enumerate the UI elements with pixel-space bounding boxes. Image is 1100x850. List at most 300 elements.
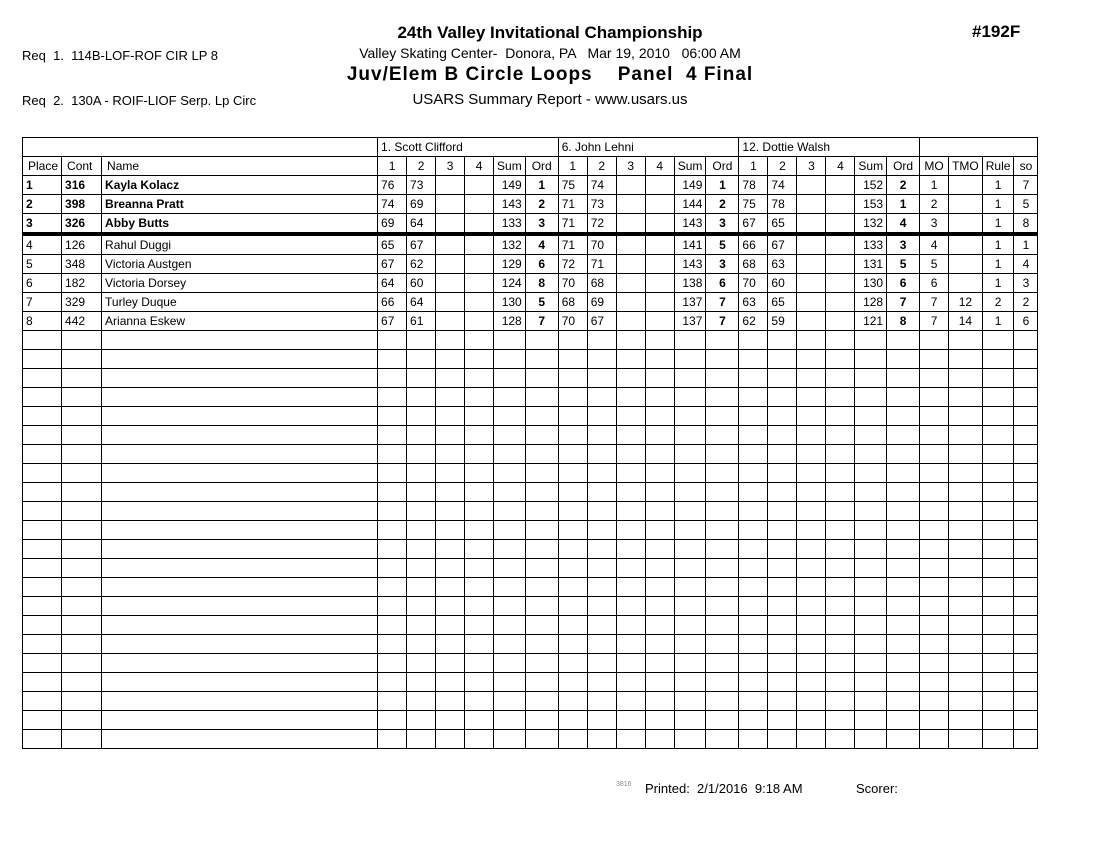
req-line-1: Req 1. 114B-LOF-ROF CIR LP 8 — [22, 48, 219, 63]
cell-score — [826, 350, 855, 369]
result-row — [23, 312, 1038, 331]
cell-score — [436, 274, 465, 293]
cell-ord: 1 — [706, 176, 739, 195]
cell-rule — [982, 426, 1014, 445]
cell-ord — [887, 445, 920, 464]
cell-so — [1014, 616, 1038, 635]
cell-ord — [706, 673, 739, 692]
cell-score — [797, 445, 826, 464]
cell-score: 78 — [739, 176, 768, 195]
cell-score — [378, 426, 407, 445]
cell-score — [739, 540, 768, 559]
cell-cont: 329 — [62, 293, 102, 312]
cell-score — [465, 407, 494, 426]
cell-score — [558, 350, 587, 369]
empty-row — [23, 502, 1038, 521]
cell-sum — [674, 711, 706, 730]
cell-score — [436, 350, 465, 369]
cell-score — [436, 214, 465, 235]
cell-score — [436, 445, 465, 464]
cell-score — [407, 635, 436, 654]
cell-score — [768, 673, 797, 692]
cell-ord — [706, 407, 739, 426]
cell-score — [587, 673, 616, 692]
cell-cont: 326 — [62, 214, 102, 235]
column-header: 4 — [826, 157, 855, 176]
cell-score — [436, 234, 465, 255]
cell-sum: 143 — [674, 214, 706, 235]
cell-sum: 128 — [855, 293, 887, 312]
cell-cont — [62, 521, 102, 540]
cell-ord — [706, 654, 739, 673]
cell-score — [378, 540, 407, 559]
cell-score: 67 — [739, 214, 768, 235]
cell-score — [587, 654, 616, 673]
cell-name — [102, 616, 378, 635]
cell-score — [378, 711, 407, 730]
cell-sum: 138 — [674, 274, 706, 293]
cell-cont — [62, 502, 102, 521]
cell-score — [826, 445, 855, 464]
cell-ord — [887, 635, 920, 654]
cell-rule — [982, 483, 1014, 502]
cell-score — [436, 407, 465, 426]
cell-sum — [855, 578, 887, 597]
cell-so: 1 — [1014, 234, 1038, 255]
cell-tmo: 14 — [949, 312, 983, 331]
cell-score — [797, 407, 826, 426]
cell-mo — [920, 635, 949, 654]
cell-score: 64 — [378, 274, 407, 293]
cell-score — [407, 407, 436, 426]
cell-cont — [62, 730, 102, 749]
empty-row — [23, 616, 1038, 635]
cell-score — [378, 388, 407, 407]
cell-rule — [982, 369, 1014, 388]
column-header: Ord — [525, 157, 558, 176]
cell-score — [616, 176, 645, 195]
cell-place — [23, 483, 62, 502]
cell-sum: 132 — [855, 214, 887, 235]
cell-score — [436, 426, 465, 445]
cell-sum — [494, 578, 526, 597]
empty-row — [23, 369, 1038, 388]
cell-score — [407, 673, 436, 692]
cell-score: 63 — [739, 293, 768, 312]
cell-cont — [62, 616, 102, 635]
cell-ord — [887, 654, 920, 673]
cell-cont — [62, 407, 102, 426]
cell-score — [768, 521, 797, 540]
cell-place — [23, 502, 62, 521]
cell-score — [616, 483, 645, 502]
cell-sum — [494, 654, 526, 673]
cell-mo: 1 — [920, 176, 949, 195]
cell-sum: 121 — [855, 312, 887, 331]
cell-name — [102, 730, 378, 749]
cell-mo — [920, 559, 949, 578]
cell-score — [378, 502, 407, 521]
cell-ord — [706, 578, 739, 597]
cell-score — [558, 635, 587, 654]
cell-score — [768, 369, 797, 388]
cell-so: 3 — [1014, 274, 1038, 293]
cell-cont — [62, 559, 102, 578]
cell-name — [102, 635, 378, 654]
cell-score: 67 — [768, 234, 797, 255]
cell-score — [378, 464, 407, 483]
cell-place — [23, 350, 62, 369]
column-header: Name — [102, 157, 378, 176]
cell-sum: 149 — [494, 176, 526, 195]
cell-score — [436, 597, 465, 616]
cell-sum: 143 — [674, 255, 706, 274]
cell-so — [1014, 540, 1038, 559]
cell-score — [465, 597, 494, 616]
cell-score: 65 — [378, 234, 407, 255]
cell-score — [465, 730, 494, 749]
cell-score — [465, 711, 494, 730]
cell-score — [645, 635, 674, 654]
cell-rule — [982, 388, 1014, 407]
cell-score — [616, 445, 645, 464]
cell-so — [1014, 673, 1038, 692]
cell-ord — [887, 521, 920, 540]
cell-name: Victoria Dorsey — [102, 274, 378, 293]
cell-ord — [706, 502, 739, 521]
cell-score — [465, 426, 494, 445]
cell-score — [826, 195, 855, 214]
cell-score — [645, 540, 674, 559]
cell-score — [645, 616, 674, 635]
cell-score — [378, 635, 407, 654]
cell-mo — [920, 502, 949, 521]
cell-score: 74 — [587, 176, 616, 195]
cell-sum — [674, 464, 706, 483]
cell-sum — [674, 654, 706, 673]
cell-place: 6 — [23, 274, 62, 293]
cell-ord — [706, 369, 739, 388]
empty-row — [23, 540, 1038, 559]
cell-tmo — [949, 502, 983, 521]
cell-name — [102, 711, 378, 730]
cell-ord: 4 — [525, 234, 558, 255]
cell-place — [23, 426, 62, 445]
cell-score — [587, 407, 616, 426]
cell-cont — [62, 350, 102, 369]
cell-so: 6 — [1014, 312, 1038, 331]
cell-sum: 141 — [674, 234, 706, 255]
empty-row — [23, 350, 1038, 369]
cell-cont: 348 — [62, 255, 102, 274]
cell-ord: 4 — [887, 214, 920, 235]
cell-place — [23, 407, 62, 426]
cell-score — [739, 521, 768, 540]
cell-ord — [525, 597, 558, 616]
cell-ord — [887, 369, 920, 388]
cell-so — [1014, 597, 1038, 616]
cell-sum — [855, 369, 887, 388]
cell-ord — [706, 445, 739, 464]
report-type-line: USARS Summary Report - www.usars.us — [412, 91, 688, 108]
cell-score: 71 — [558, 214, 587, 235]
cell-tmo — [949, 616, 983, 635]
cell-score — [739, 369, 768, 388]
cell-ord — [525, 578, 558, 597]
cell-score — [826, 540, 855, 559]
cell-score — [826, 331, 855, 350]
cell-score — [436, 312, 465, 331]
cell-sum — [494, 483, 526, 502]
cell-sum — [494, 711, 526, 730]
cell-score — [558, 369, 587, 388]
cell-score — [768, 711, 797, 730]
judge-row-spacer-right — [920, 138, 1038, 157]
cell-tmo — [949, 331, 983, 350]
cell-so — [1014, 407, 1038, 426]
cell-ord: 3 — [525, 214, 558, 235]
column-header: Ord — [706, 157, 739, 176]
cell-score — [826, 711, 855, 730]
cell-score — [768, 483, 797, 502]
cell-sum: 137 — [674, 312, 706, 331]
cell-cont — [62, 635, 102, 654]
cell-score: 65 — [768, 214, 797, 235]
cell-name: Rahul Duggi — [102, 234, 378, 255]
program-number: #192F — [972, 22, 1021, 41]
cell-score — [768, 654, 797, 673]
cell-name: Turley Duque — [102, 293, 378, 312]
cell-tmo — [949, 711, 983, 730]
cell-ord: 3 — [887, 234, 920, 255]
cell-score — [826, 369, 855, 388]
cell-so — [1014, 331, 1038, 350]
cell-ord — [525, 407, 558, 426]
cell-sum — [855, 331, 887, 350]
cell-ord — [706, 331, 739, 350]
cell-score — [378, 692, 407, 711]
cell-score — [558, 388, 587, 407]
cell-sum — [674, 616, 706, 635]
cell-score — [645, 711, 674, 730]
cell-name — [102, 578, 378, 597]
cell-score — [645, 293, 674, 312]
cell-sum — [674, 559, 706, 578]
cell-sum: 129 — [494, 255, 526, 274]
cell-rule: 1 — [982, 255, 1014, 274]
cell-ord — [706, 711, 739, 730]
cell-mo — [920, 350, 949, 369]
cell-score — [587, 711, 616, 730]
cell-rule — [982, 711, 1014, 730]
cell-score — [739, 502, 768, 521]
cell-ord — [706, 616, 739, 635]
cell-score — [645, 730, 674, 749]
cell-score: 62 — [407, 255, 436, 274]
cell-so — [1014, 692, 1038, 711]
cell-score — [436, 521, 465, 540]
cell-sum — [855, 711, 887, 730]
cell-score — [797, 711, 826, 730]
cell-cont — [62, 483, 102, 502]
cell-score — [645, 176, 674, 195]
cell-sum: 152 — [855, 176, 887, 195]
cell-score — [465, 521, 494, 540]
cell-score — [407, 521, 436, 540]
cell-ord — [887, 692, 920, 711]
cell-ord — [706, 426, 739, 445]
cell-place — [23, 692, 62, 711]
cell-score — [797, 483, 826, 502]
judge-row-spacer-left — [23, 138, 378, 157]
cell-sum — [674, 730, 706, 749]
cell-score: 70 — [558, 312, 587, 331]
cell-sum — [494, 445, 526, 464]
cell-score — [587, 388, 616, 407]
printed-timestamp: Printed: 2/1/2016 9:18 AM — [645, 781, 803, 796]
cell-so — [1014, 350, 1038, 369]
cell-score — [616, 331, 645, 350]
cell-sum: 132 — [494, 234, 526, 255]
column-header: Place — [23, 157, 62, 176]
cell-tmo — [949, 578, 983, 597]
cell-score — [826, 274, 855, 293]
cell-ord — [887, 540, 920, 559]
cell-score: 60 — [407, 274, 436, 293]
cell-score — [436, 255, 465, 274]
cell-score — [587, 483, 616, 502]
cell-score — [739, 445, 768, 464]
cell-ord — [525, 483, 558, 502]
cell-score — [645, 255, 674, 274]
cell-score — [616, 195, 645, 214]
cell-sum — [674, 350, 706, 369]
cell-ord: 5 — [525, 293, 558, 312]
cell-name — [102, 654, 378, 673]
cell-so: 8 — [1014, 214, 1038, 235]
cell-rule — [982, 597, 1014, 616]
cell-ord: 6 — [887, 274, 920, 293]
cell-ord — [525, 369, 558, 388]
cell-place: 2 — [23, 195, 62, 214]
cell-score — [465, 483, 494, 502]
cell-score — [826, 597, 855, 616]
cell-rule — [982, 559, 1014, 578]
column-header: 3 — [616, 157, 645, 176]
cell-score — [797, 730, 826, 749]
cell-tmo — [949, 388, 983, 407]
cell-score — [378, 654, 407, 673]
cell-score — [826, 388, 855, 407]
cell-score — [407, 559, 436, 578]
cell-score — [558, 597, 587, 616]
cell-score — [465, 635, 494, 654]
cell-rule — [982, 502, 1014, 521]
cell-score — [797, 350, 826, 369]
cell-ord: 2 — [706, 195, 739, 214]
cell-name — [102, 445, 378, 464]
cell-score — [797, 255, 826, 274]
cell-score: 71 — [558, 234, 587, 255]
cell-ord: 7 — [706, 293, 739, 312]
cell-place — [23, 730, 62, 749]
championship-title: 24th Valley Invitational Championship — [397, 23, 703, 42]
cell-score — [616, 464, 645, 483]
cell-sum — [855, 692, 887, 711]
cell-ord — [525, 331, 558, 350]
cell-score — [436, 502, 465, 521]
cell-rule — [982, 464, 1014, 483]
cell-sum — [855, 483, 887, 502]
cell-place — [23, 331, 62, 350]
cell-ord: 1 — [525, 176, 558, 195]
cell-so — [1014, 426, 1038, 445]
cell-score — [645, 502, 674, 521]
column-header: 3 — [436, 157, 465, 176]
cell-ord — [887, 407, 920, 426]
cell-ord — [706, 692, 739, 711]
cell-score — [739, 673, 768, 692]
cell-score — [378, 616, 407, 635]
cell-score — [436, 483, 465, 502]
cell-score — [436, 559, 465, 578]
cell-score — [739, 388, 768, 407]
cell-sum: 124 — [494, 274, 526, 293]
cell-tmo — [949, 635, 983, 654]
cell-ord: 8 — [887, 312, 920, 331]
cell-score — [768, 464, 797, 483]
cell-score: 61 — [407, 312, 436, 331]
cell-score: 66 — [378, 293, 407, 312]
cell-ord — [887, 502, 920, 521]
cell-score — [739, 711, 768, 730]
cell-score — [797, 616, 826, 635]
cell-ord — [706, 559, 739, 578]
cell-score — [797, 426, 826, 445]
cell-score — [407, 654, 436, 673]
cell-score — [587, 730, 616, 749]
cell-score: 69 — [378, 214, 407, 235]
cell-ord: 5 — [706, 234, 739, 255]
cell-score — [768, 692, 797, 711]
cell-so — [1014, 502, 1038, 521]
cell-cont — [62, 426, 102, 445]
result-row — [23, 176, 1038, 195]
column-header: 1 — [378, 157, 407, 176]
cell-ord — [706, 464, 739, 483]
cell-score — [407, 730, 436, 749]
cell-ord — [706, 597, 739, 616]
column-header: Cont — [62, 157, 102, 176]
cell-score — [616, 214, 645, 235]
cell-cont: 398 — [62, 195, 102, 214]
cell-score — [407, 597, 436, 616]
cell-ord — [525, 673, 558, 692]
cell-score: 76 — [378, 176, 407, 195]
cell-cont — [62, 711, 102, 730]
cell-score — [587, 597, 616, 616]
cell-score: 73 — [587, 195, 616, 214]
cell-ord — [706, 350, 739, 369]
cell-so — [1014, 521, 1038, 540]
cell-tmo — [949, 195, 983, 214]
cell-score — [645, 214, 674, 235]
cell-tmo — [949, 654, 983, 673]
cell-tmo — [949, 350, 983, 369]
cell-ord — [525, 616, 558, 635]
cell-score — [739, 426, 768, 445]
cell-score — [465, 654, 494, 673]
